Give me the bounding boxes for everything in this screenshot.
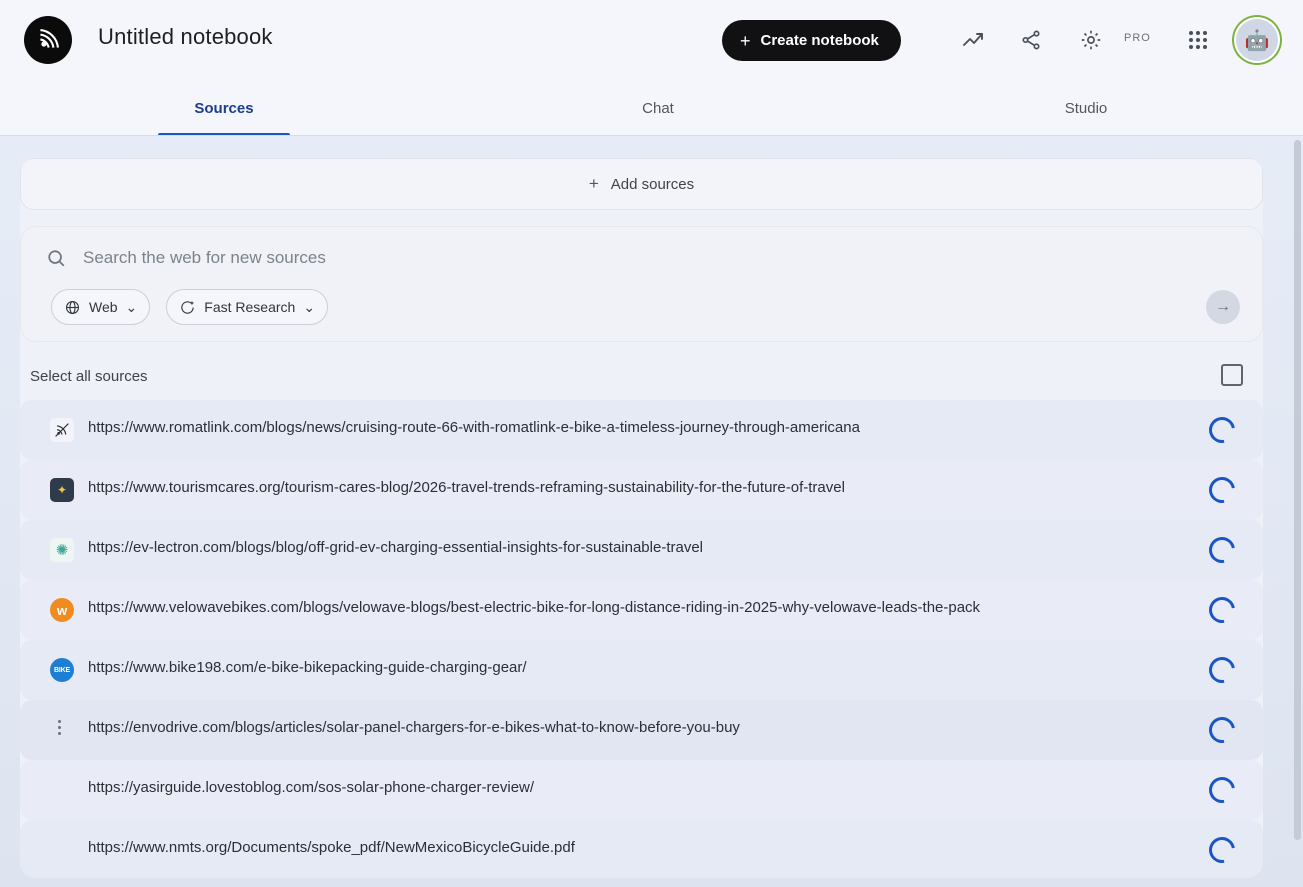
create-notebook-label: Create notebook [760,32,879,49]
settings-gear-icon[interactable] [1075,24,1107,56]
loading-spinner-icon [1204,652,1240,688]
search-row [21,227,1262,289]
source-url: https://www.nmts.org/Documents/spoke_pdf/NewMexicoBicycleGuide.pdf [88,839,575,856]
apps-grid-dots [1189,31,1207,49]
plus-icon: + [740,30,751,51]
create-notebook-button[interactable] [722,20,901,61]
source-row[interactable] [20,760,1263,820]
source-row[interactable] [20,700,1263,760]
source-url: https://yasirguide.lovestoblog.com/sos-solar-phone-charger-review/ [88,779,535,796]
notebooklm-logo-icon[interactable] [24,16,72,64]
plus-icon: + [588,174,599,193]
source-row[interactable] [20,640,1263,700]
add-sources-button[interactable] [20,158,1263,210]
favicon-glyph: w [56,602,68,618]
research-icon [179,299,196,316]
chip-fast-research-label: Fast Research [204,299,296,315]
arrow-right-icon: → [1215,298,1231,315]
source-url: https://envodrive.com/blogs/articles/solar-panel-chargers-for-e-bikes-what-to-know-before-you-buy [88,719,740,736]
chevron-down-icon: ⌄ [303,298,316,315]
sources-list [20,400,1263,878]
avatar-glyph: 🤖 [1244,29,1270,52]
loading-spinner-icon [1204,592,1240,628]
sources-panel [20,158,1263,878]
avatar[interactable] [1236,19,1278,61]
source-row[interactable] [20,400,1263,460]
page-scrollbar[interactable] [1294,140,1301,840]
favicon-glyph: BIKE [54,666,70,674]
source-url: https://ev-lectron.com/blogs/blog/off-grid-ev-charging-essential-insights-for-sustainable-travel [88,539,703,556]
source-row[interactable] [20,520,1263,580]
loading-spinner-icon [1204,532,1240,568]
search-submit-button[interactable] [1206,290,1240,324]
tab-bar [0,80,1303,136]
select-all-checkbox[interactable] [1221,364,1243,386]
add-sources-label: Add sources [610,175,695,193]
source-url: https://www.velowavebikes.com/blogs/velowave-blogs/best-electric-bike-for-long-distance-riding-in-2025-why-velowave-leads-the-pack [88,599,981,616]
source-url: https://www.bike198.com/e-bike-bikepacking-guide-charging-gear/ [88,659,527,676]
tab-studio[interactable] [1020,80,1152,136]
apps-grid-icon[interactable] [1182,24,1214,56]
chip-web-label: Web [89,299,118,315]
tab-studio-label: Studio [1064,99,1108,117]
search-filter-chips [51,289,328,325]
chip-web[interactable] [51,289,150,325]
search-icon [45,247,67,269]
analytics-icon[interactable] [957,24,989,56]
tab-sources-label: Sources [194,99,254,117]
page-title: Untitled notebook [98,24,273,49]
loading-spinner-icon [1204,472,1240,508]
search-input[interactable] [81,247,1238,269]
loading-spinner-icon [1204,772,1240,808]
source-row[interactable] [20,820,1263,878]
tourismcares-favicon [50,478,74,502]
tab-divider [0,135,1303,136]
tab-chat-label: Chat [642,99,674,117]
tab-sources[interactable] [158,80,290,136]
loading-spinner-icon [1204,832,1240,868]
web-search-card [20,226,1263,342]
favicon-glyph: ✺ [55,542,69,559]
pro-badge: PRO [1124,32,1151,44]
source-row[interactable] [20,580,1263,640]
source-url: https://www.tourismcares.org/tourism-cares-blog/2026-travel-trends-reframing-sustainability-for-the-future-of-travel [88,479,845,496]
source-row[interactable] [20,460,1263,520]
chevron-down-icon: ⌄ [125,298,138,315]
loading-spinner-icon [1204,712,1240,748]
top-bar [0,0,1303,80]
evlectron-favicon [50,538,74,562]
velowave-favicon [50,598,74,622]
loading-spinner-icon [1204,412,1240,448]
row-menu-icon[interactable] [58,720,66,735]
select-all-label: Select all sources [30,368,148,385]
source-url: https://www.romatlink.com/blogs/news/cruising-route-66-with-romatlink-e-bike-a-timeless-journey-through-americana [88,419,860,436]
globe-icon [64,299,81,316]
select-all-row [20,360,1263,398]
share-icon[interactable] [1015,24,1047,56]
bike198-favicon [50,658,74,682]
favicon-glyph: ✦ [56,483,68,497]
tab-chat[interactable] [592,80,724,136]
chip-fast-research[interactable] [166,289,328,325]
romatlink-favicon [50,418,74,442]
